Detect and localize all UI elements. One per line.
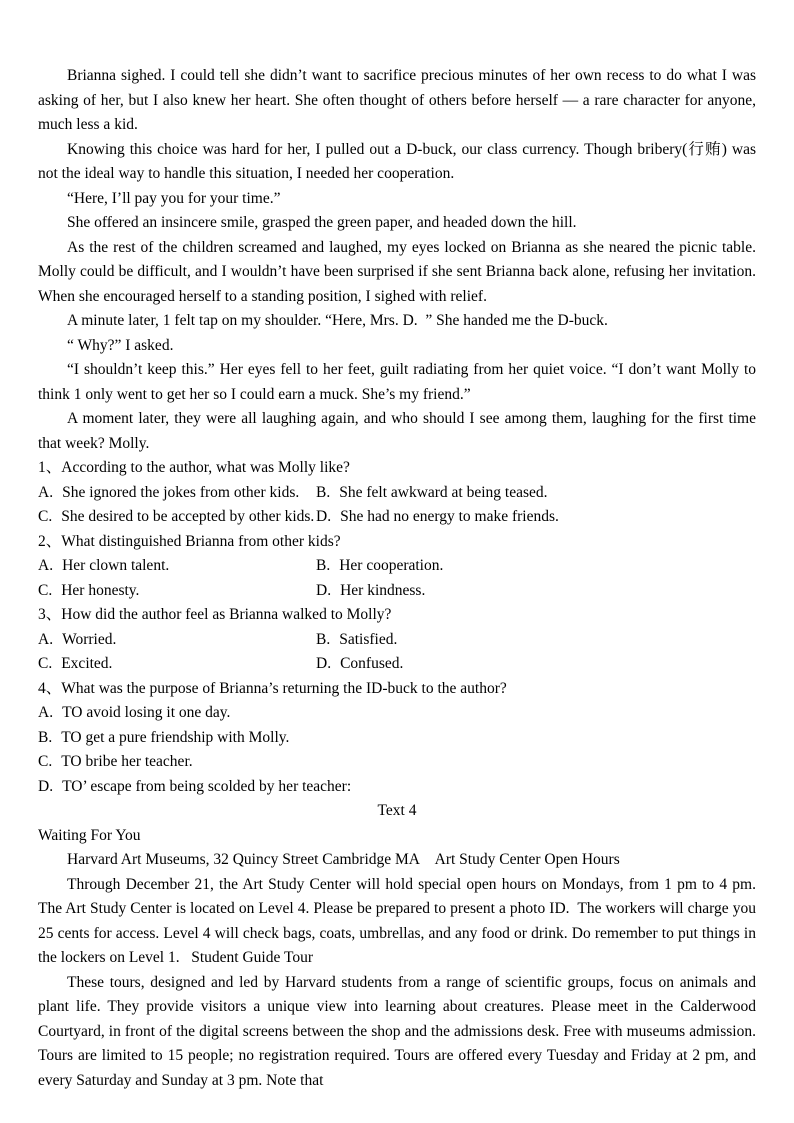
- question-1-option-d: [316, 505, 756, 530]
- option-text: She desired to be accepted by other kids.: [61, 508, 315, 525]
- question-4: [38, 677, 756, 800]
- passage-paragraph-6: A minute later, 1 felt tap on my shoulder. “Here, Mrs. D. ” She handed me the D-buck.: [67, 312, 608, 329]
- option-text: Her kindness.: [340, 581, 426, 599]
- question-1-options-row-2: [38, 505, 756, 530]
- option-text: TO bribe her teacher.: [61, 753, 193, 770]
- option-label: A.: [38, 630, 54, 648]
- passage-paragraph-5: As the rest of the children screamed and laughed, my eyes locked on Brianna as she neared the picnic table. Molly could be difficult, and I wouldn’t have been surprised if she sent Brianna back alone, refusing her invitation. When she encouraged herself to a standing position, I sighed with relief.: [38, 238, 756, 305]
- text4-paragraph-1: Harvard Art Museums, 32 Quincy Street Cambridge MA Art Study Center Open Hours: [67, 851, 620, 868]
- question-2-option-c: [38, 579, 316, 604]
- option-text: Worried.: [62, 630, 117, 648]
- question-3-options-row-1: [38, 628, 756, 653]
- question-3-option-c: [38, 652, 316, 677]
- question-1-option-a: [38, 481, 316, 506]
- question-4-option-c: [38, 750, 756, 775]
- passage-paragraph-8: “I shouldn’t keep this.” Her eyes fell to her feet, guilt radiating from her quiet voice. “I don’t want Molly to think 1 only went to get her so I could earn a muck. She’s my friend.”: [38, 361, 756, 403]
- question-2-options-row-1: [38, 554, 756, 579]
- question-2-option-d: [316, 579, 756, 604]
- question-2: [38, 530, 756, 604]
- text4-heading: Waiting For You: [38, 826, 141, 844]
- text4-paragraph-3: These tours, designed and led by Harvard students from a range of scientific groups, focus on animals and plant life. They provide visitors a unique view into learning about creatures. Please meet in the Calderwood Courtyard, in front of the digital screens between the shop and the admissions desk. Free with museums admission. Tours are limited to 15 people; no registration required. Tours are offered every Tuesday and Friday at 2 pm, and every Saturday and Sunday at 3 pm. Note that: [38, 973, 756, 1089]
- passage-paragraph-4: She offered an insincere smile, grasped the green paper, and headed down the hill.: [67, 214, 577, 231]
- question-1-options-row-1: [38, 481, 756, 506]
- option-label: B.: [38, 728, 53, 746]
- option-label: A.: [38, 704, 54, 721]
- question-3: [38, 603, 756, 677]
- option-text: Satisfied.: [339, 630, 398, 648]
- question-2-options-row-2: [38, 579, 756, 604]
- question-1-option-b: [316, 481, 756, 506]
- question-2-stem: 2、What distinguished Brianna from other kids?: [38, 532, 341, 550]
- option-label: C.: [38, 508, 53, 525]
- question-3-stem: 3、How did the author feel as Brianna walked to Molly?: [38, 606, 392, 623]
- question-3-option-d: [316, 652, 756, 677]
- question-4-option-a: [38, 701, 756, 726]
- question-2-option-a: [38, 554, 316, 579]
- passage-paragraph-1: Brianna sighed. I could tell she didn’t want to sacrifice precious minutes of her own recess to do what I was asking of her, but I also knew her heart. She often thought of others before herself — a rare character for anyone, much less a kid.: [38, 67, 756, 133]
- passage-paragraph-7: “ Why?” I asked.: [67, 336, 174, 354]
- question-1-option-c: [38, 505, 316, 530]
- option-text: She ignored the jokes from other kids.: [62, 483, 300, 501]
- text4-paragraph-2: Through December 21, the Art Study Center will hold special open hours on Mondays, from 1 pm to 4 pm. The Art Study Center is located on Level 4. Please be prepared to present a photo ID. The workers will charge you 25 cents for access. Level 4 will check bags, coats, umbrellas, and any food or drink. Do remember to put things in the lockers on Level 1. Student Guide Tour: [38, 875, 756, 966]
- option-text: TO avoid losing it one day.: [62, 704, 231, 721]
- question-4-stem: 4、What was the purpose of Brianna’s returning the ID-buck to the author?: [38, 679, 507, 697]
- option-text: Her cooperation.: [339, 557, 444, 574]
- option-label: A.: [38, 483, 54, 501]
- option-label: B.: [316, 557, 331, 574]
- option-text: TO’ escape from being scolded by her teacher:: [62, 777, 352, 795]
- option-label: C.: [38, 655, 53, 672]
- question-4-option-d: [38, 775, 756, 800]
- option-label: C.: [38, 581, 53, 599]
- option-label: D.: [316, 508, 332, 525]
- option-text: Confused.: [340, 655, 404, 672]
- option-label: B.: [316, 630, 331, 648]
- option-label: D.: [38, 777, 54, 795]
- question-3-option-a: [38, 628, 316, 653]
- option-label: A.: [38, 557, 54, 574]
- question-1: [38, 456, 756, 530]
- option-text: Excited.: [61, 655, 113, 672]
- option-text: Her honesty.: [61, 581, 140, 599]
- question-2-option-b: [316, 554, 756, 579]
- option-text: Her clown talent.: [62, 557, 170, 574]
- passage-paragraph-2: Knowing this choice was hard for her, I pulled out a D-buck, our class currency. Though bribery(行贿) was not the ideal way to handle this situation, I needed her cooperation.: [38, 140, 756, 182]
- passage-paragraph-3: “Here, I’ll pay you for your time.”: [67, 189, 281, 207]
- option-text: She had no energy to make friends.: [340, 508, 559, 525]
- option-text: She felt awkward at being teased.: [339, 483, 548, 501]
- option-label: C.: [38, 753, 53, 770]
- option-label: D.: [316, 655, 332, 672]
- question-3-option-b: [316, 628, 756, 653]
- option-label: D.: [316, 581, 332, 599]
- option-label: B.: [316, 483, 331, 501]
- text4-section-title: Text 4: [377, 802, 417, 819]
- passage-paragraph-9: A moment later, they were all laughing again, and who should I see among them, laughing for the first time that week? Molly.: [38, 410, 756, 452]
- option-text: TO get a pure friendship with Molly.: [61, 728, 290, 746]
- question-1-stem: 1、According to the author, what was Molly like?: [38, 459, 350, 476]
- question-4-option-b: [38, 726, 756, 751]
- question-3-options-row-2: [38, 652, 756, 677]
